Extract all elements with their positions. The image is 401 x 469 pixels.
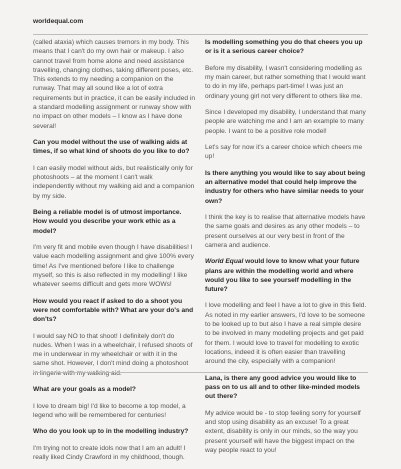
question-industry: Is there anything you would like to say about being an alternative model that could help improve the industry for others who have similar needs to your own?: [205, 169, 366, 205]
answer-work-ethic: I'm very fit and mobile even though I have disabilities! I value each modelling assignment and give 100% every time! As I've mentioned before I like to challenge myself, so this is also reflected in my modelling! I like whatever seems difficult and gets more WOWs!: [33, 244, 194, 289]
question-advice: Lana, is there any good advice you would like to pass on to us all and to other like-minded models out there?: [205, 374, 360, 401]
answer-career-1: Before my disability, I wasn't considering modelling as my main career, but rather something that I would want to do in my life, perhaps part-time! I was just an ordinary young girl not very different to others like me.: [205, 64, 366, 100]
question-work-ethic: Being a reliable model is of utmost importance. How would you describe your work ethic as a model?: [33, 209, 182, 235]
answer-advice: My advice would be - to stop feeling sorry for yourself and stop using disability as an excuse! To a great extent, disability is only in our minds, so the way you present yourself will have the biggest impact on the way people react to you!: [205, 409, 361, 454]
left-column: [33, 38, 195, 469]
answer-career-3: Let's say for now it's a career choice which cheers me up!: [205, 143, 363, 161]
question-career: Is modelling something you do that cheers you up or is it a serious career choice?: [205, 39, 363, 56]
answer-industry: I think the key is to realise that alternative models have the same goals and desires as any other models – to present ourselves at our very best in front of the camera and audience.: [205, 213, 366, 249]
question-future-plans: [205, 257, 367, 294]
answer-dos-donts: I would say NO to that shoot! I definitely don't do nudes. When I was in a wheelchair, I refused shoots of me in underwear in my wheelchair or with it in the same shot. However, I don't mind doing a photoshoot in lingerie with my walking aid.: [33, 332, 193, 377]
question-goals: What are your goals as a model?: [33, 386, 136, 394]
top-divider: [33, 34, 368, 35]
intro-paragraph: (called ataxia) which causes tremors in my body. This means that I can't do my own hair or makeup. I also cannot travel from home alone and need assistance travelling, changing clothes, taking different poses, etc. This extends to my needing a companion on the runway. That may all sound like a lot of extra requirements but in practice, it can be easily included in a standard modelling assignment or runway show with no impact on other models – I know as I have done several!: [33, 39, 196, 130]
question-role-models: Who do you look up to in the modelling industry?: [33, 428, 189, 436]
answer-role-models: I'm trying not to create idols now that I am an adult! I really liked Cindy Crawford in my childhood, though.: [33, 444, 186, 461]
bottom-divider: [33, 372, 368, 373]
right-column: [205, 38, 367, 462]
answer-goals: I love to dream big! I'd like to become a top model, a legend who will be remembered for centuries!: [33, 402, 186, 419]
answer-career-2: Since I developed my disability, I understand that many people are watching me and I am an example to many people. I want to be a positive role model!: [205, 108, 366, 135]
question-future-plans-text: would love to know what your future plans are within the modelling world and where would you like to see yourself modelling in the future?: [205, 258, 360, 294]
answer-walking-aids: I can easily model without aids, but realistically only for photoshoots – at the moment I can't walk independently without my walking aid and a companion by my side.: [33, 164, 195, 200]
question-walking-aids: Can you model without the use of walking aids at times, if so what kind of shoots do you like to do?: [33, 139, 190, 156]
answer-future-plans: I love modelling and feel I have a lot to give in this field. As noted in my earlier answers, I'd love to be someone to be looked up to but also I have a real simple desire to be involved in many modelling projects and get paid for them. I would love to travel for modelling to exotic locations, indeed it is often easier than travelling around the city, especially with a companion!: [205, 302, 367, 366]
question-dos-donts: How would you react if asked to do a shoot you were not comfortable with? What are your do's and don'ts?: [33, 297, 194, 324]
site-header: worldequal.com: [33, 18, 84, 25]
brand-name: World Equal: [205, 258, 244, 266]
